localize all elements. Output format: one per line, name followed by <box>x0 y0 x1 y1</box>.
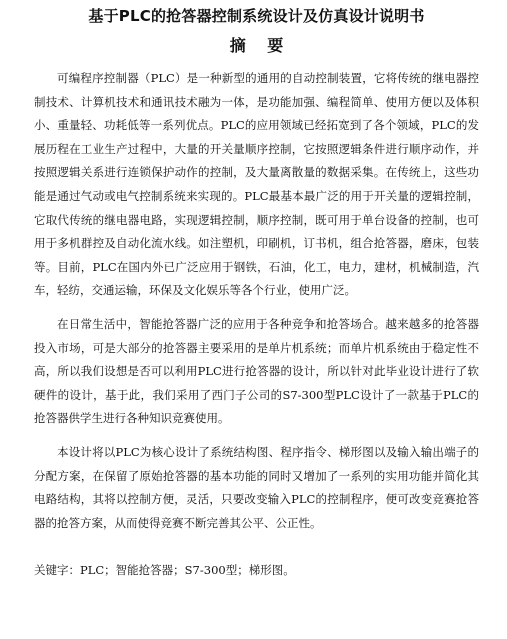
keywords-line <box>34 559 479 581</box>
abstract-paragraph-2: 在日常生活中，智能抢答器广泛的应用于各种竞争和抢答场合。越来越多的抢答器投入市场，可是大部分的抢答器主要采用的是单片机系统；而单片机系统由于稳定性不高，所以我们设想是否可以利用PLC进行抢答器的设计，所以针对此毕业设计进行了软硬件的设计，基于此，我们采用了西门子公司的S7-300型PLC设计了一款基于PLC的抢答器供学生进行各种知识竞赛使用。 <box>34 316 479 426</box>
abstract-paragraph-3: 本设计将以PLC为核心设计了系统结构图、程序指令、梯形图以及输入输出端子的分配方案，在保留了原始抢答器的基本功能的同时又增加了一系列的实用功能并简化其电路结构，其将以控制方便，灵活，只要改变输入PLC的控制程序，便可改变竞赛抢答器的抢答方案，从而使得竞赛不断完善其公平、公正性。 <box>34 444 479 530</box>
keywords-text: PLC；智能抢答器；S7-300型；梯形图。 <box>80 563 295 578</box>
keywords-label: 关键字： <box>34 563 80 578</box>
abstract-paragraph-1: 可编程序控制器（PLC）是一种新型的通用的自动控制装置，它将传统的继电器控制技术、计算机技术和通讯技术融为一体，是功能加强、编程简单、使用方便以及体积小、重量轻、功耗低等一系列优点。PLC的应用领域已经拓宽到了各个领域，PLC的发展历程在工业生产过程中，大量的开关量顺序控制，它按照逻辑条件进行顺序动作，并按照逻辑关系进行连锁保护动作的控制，及大量离散量的数据采集。在传统上，这些功能是通过气动或电气控制系统来实现的。PLC最基本最广泛的用于开关量的逻辑控制，它取代传统的继电器电路，实现逻辑控制，顺序控制，既可用于单台设备的控制，也可用于多机群控及自动化流水线。如注塑机，印刷机，订书机，组合抢答器，磨床，包装等。目前，PLC在国内外已广泛应用于钢铁，石油，化工，电力，建材，机械制造，汽车，轻纺，交通运输，环保及文化娱乐等各个行业，使用广泛。 <box>34 71 479 298</box>
document-title: 基于PLC的抢答器控制系统设计及仿真设计说明书 <box>88 7 425 25</box>
abstract-heading: 摘 要 <box>229 36 292 55</box>
